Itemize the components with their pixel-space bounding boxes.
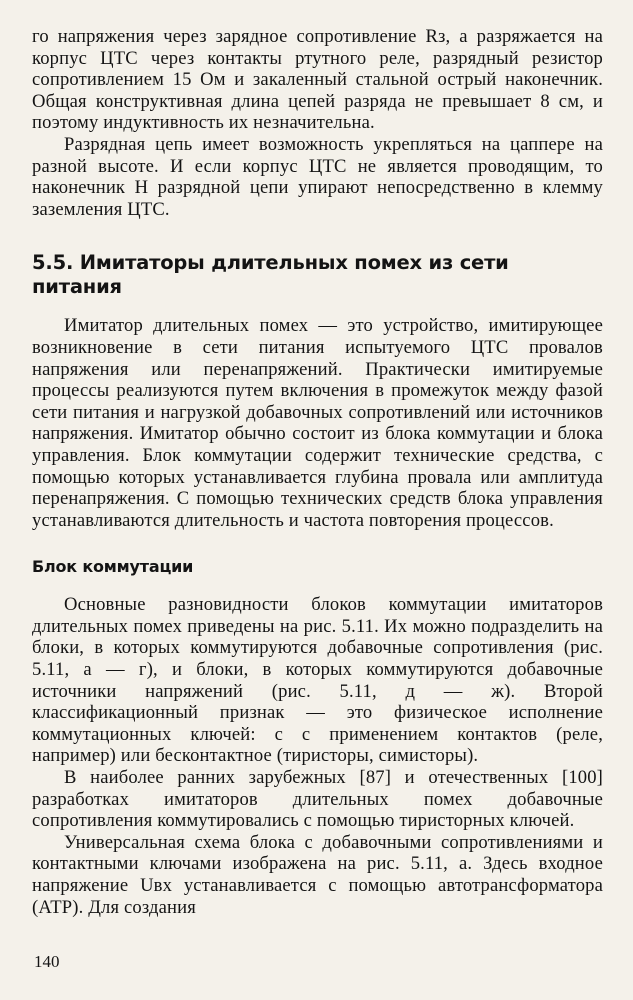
subsection-heading: Блок коммутации	[32, 557, 194, 577]
body-paragraph: Имитатор длительных помех — это устройство, имитирующее возникновение в сети питания испытуемого ЦТС провалов напряжения или перенапряжений. Практически имитируемые процессы реализуются путем включения в промежуток между фазой сети питания и нагрузкой добавочных сопротивлений или источников напряжения. Имитатор обычно состоит из блока коммутации и блока управления. Блок коммутации содержит технические средства, с помощью которых устанавливается глубина провала или амплитуда перенапряжения. С помощью технических средств блока управления устанавливаются длительность и частота повторения процессов.	[32, 315, 603, 531]
body-paragraph: Основные разновидности блоков коммутации имитаторов длительных помех приведены на рис. 5.11. Их можно подразделить на блоки, в которых коммутируются добавочные сопротивления (рис. 5.11, а — г), и блоки, в которых коммутируются добавочные источники напряжений (рис. 5.11, д — ж). Второй классификационный признак — это физическое исполнение коммутационных ключей: с с применением контактов (реле, например) или бесконтактное (тиристоры, симисторы).	[32, 594, 603, 767]
section-heading: 5.5. Имитаторы длительных помех из сети питания	[32, 251, 509, 299]
body-paragraph: Разрядная цепь имеет возможность укрепляться на цаппере на разной высоте. И если корпус ЦТС не является проводящим, то наконечник H разрядной цепи упирают непосредственно в клемму заземления ЦТС.	[32, 133, 603, 220]
body-paragraph: го напряжения через зарядное сопротивление Rз, а разряжается на корпус ЦТС через контакты ртутного реле, разрядный резистор сопротивлением 15 Ом и закаленный стальной острый наконечник. Общая конструктивная длина цепей разряда не превышает 8 см, и поэтому индуктивность их незначительна.	[32, 26, 603, 134]
body-paragraph: В наиболее ранних зарубежных [87] и отечественных [100] разработках имитаторов длительных помех добавочные сопротивления коммутировались с помощью тиристорных ключей.	[32, 767, 603, 832]
body-paragraph: Универсальная схема блока с добавочными сопротивлениями и контактными ключами изображена на рис. 5.11, а. Здесь входное напряжение Uвх устанавливается с помощью автотрансформатора (АТР). Для создания	[32, 831, 603, 918]
page-number: 140	[34, 952, 60, 971]
